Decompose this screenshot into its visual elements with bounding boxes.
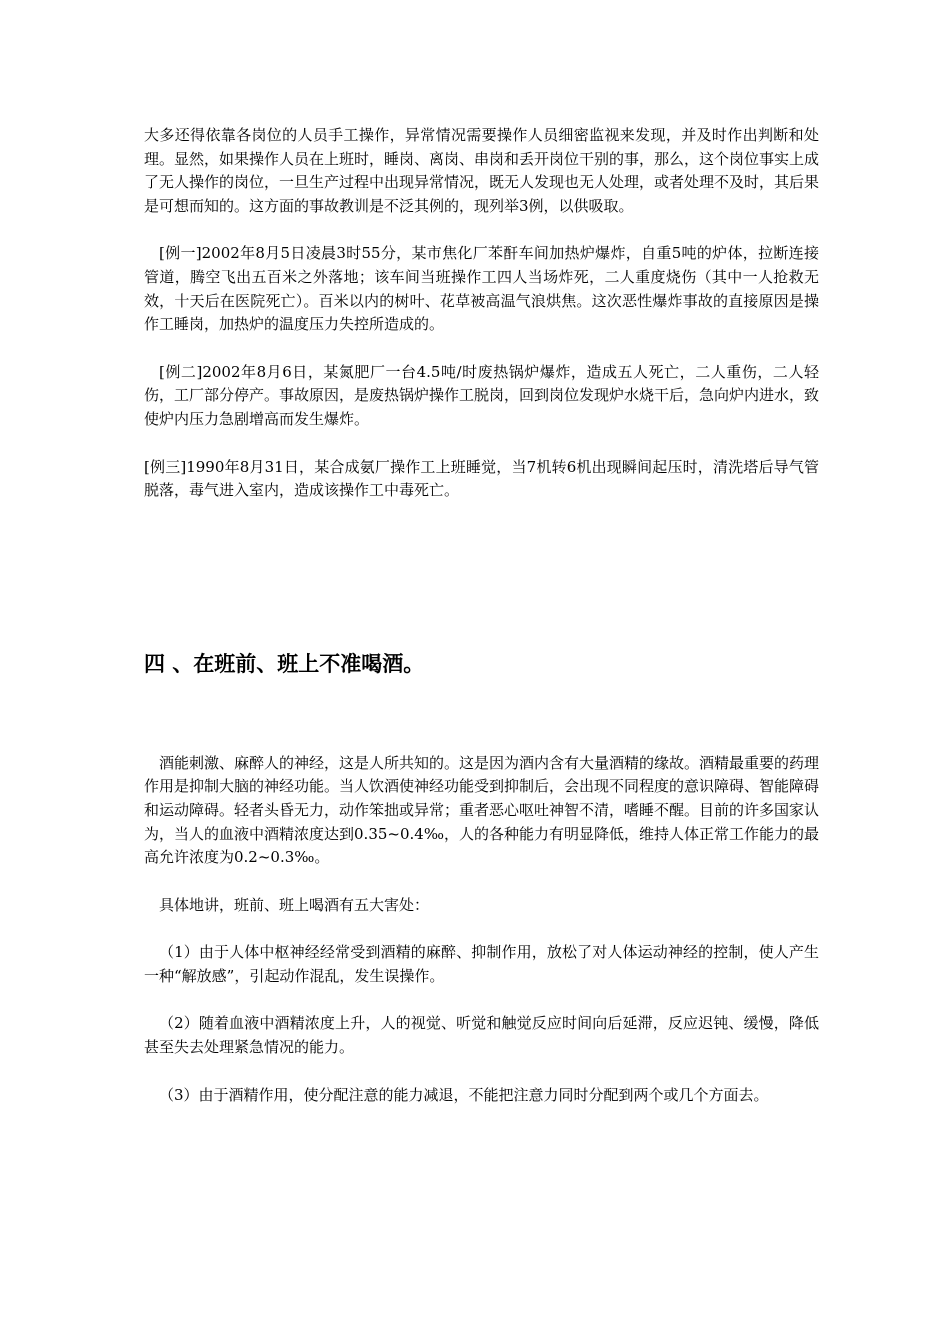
paragraph-five-harms-intro: 具体地讲，班前、班上喝酒有五大害处：: [159, 895, 430, 914]
paragraph-example-1: [例一]2002年8月5日凌晨3时55分，某市焦化厂苯酐车间加热炉爆炸，自重5吨的炉体，拉断连接管道，腾空飞出五百米之外落地；该车间当班操作工四人当场炸死，二人重度烧伤（其中一人抢救无效，十天后在医院死亡）。百米以内的树叶、花草被高温气浪烘焦。这次恶性爆炸事故的直接原因是操作工睡岗，加热炉的温度压力失控所造成的。: [144, 244, 819, 334]
paragraph-harm-3: （3）由于酒精作用，使分配注意的能力减退，不能把注意力同时分配到两个或几个方面去。: [159, 1085, 769, 1104]
paragraph-example-2: [例二]2002年8月6日，某氮肥厂一台4.5吨/时废热锅炉爆炸，造成五人死亡，二人重伤，二人轻伤，工厂部分停产。事故原因，是废热锅炉操作工脱岗，回到岗位发现炉水烧干后，急向炉内进水，致使炉内压力急剧增高而发生爆炸。: [144, 362, 820, 428]
paragraph-harm-1: （1）由于人体中枢神经经常受到酒精的麻醉、抑制作用，放松了对人体运动神经的控制，使人产生一种“解放感”，引起动作混乱，发生误操作。: [144, 943, 819, 985]
paragraph-harm-2: （2）随着血液中酒精浓度上升，人的视觉、听觉和触觉反应时间向后延滞，反应迟钝、缓慢，降低甚至失去处理紧急情况的能力。: [144, 1014, 819, 1057]
paragraph-alcohol-effects: 酒能刺激、麻醉人的神经，这是人所共知的。这是因为酒内含有大量酒精的缘故。酒精最重要的药理作用是抑制大脑的神经功能。当人饮酒使神经功能受到抑制后，会出现不同程度的意识障碍、智能障碍和运动障碍。轻者头昏无力，动作笨拙或异常；重者恶心呕吐神智不清，嗜睡不醒。目前的许多国家认为，当人的血液中酒精浓度达到0.35~0.4‰，人的各种能力有明显降低，维持人体正常工作能力的最高允许浓度为0.2~0.3‰。: [144, 753, 820, 867]
paragraph-intro: 大多还得依靠各岗位的人员手工操作，异常情况需要操作人员细密监视来发现，并及时作出判断和处理。显然，如果操作人员在上班时，睡岗、离岗、串岗和丢开岗位干别的事，那么，这个岗位事实上成了无人操作的岗位，一旦生产过程中出现异常情况，既无人发现也无人处理，或者处理不及时，其后果是可想而知的。这方面的事故教训是不泛其例的，现列举3例，以供吸取。: [144, 126, 820, 215]
document-body: [144, 124, 819, 1107]
section-heading: 四 、在班前、班上不准喝酒。: [144, 651, 425, 676]
paragraph-example-3: [例三]1990年8月31日，某合成氨厂操作工上班睡觉，当7机转6机出现瞬间起压时，清洗塔后导气管脱落，毒气进入室内，造成该操作工中毒死亡。: [144, 457, 819, 500]
